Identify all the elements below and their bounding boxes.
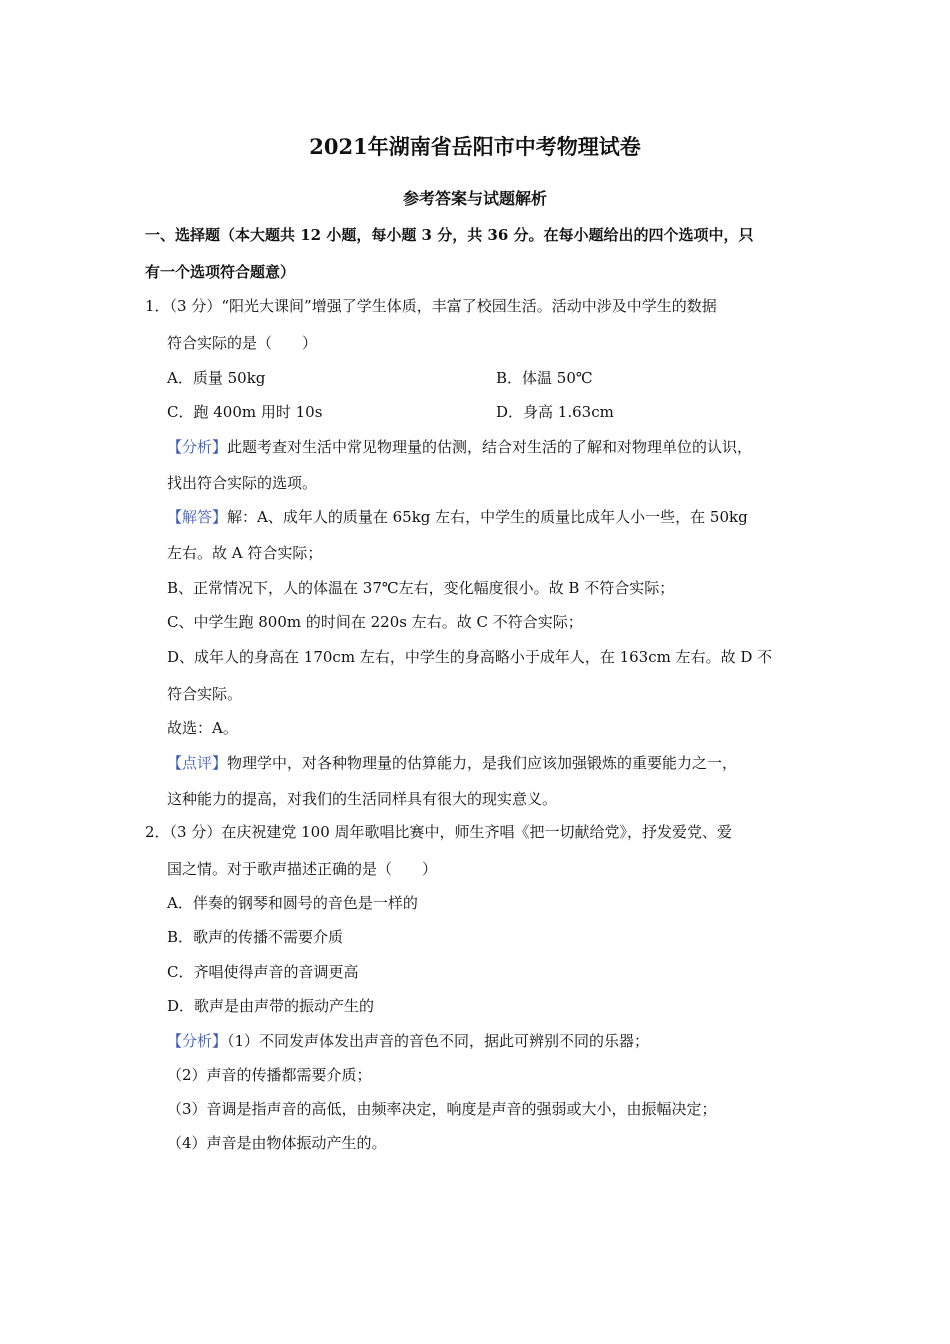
q1-analysis-text: 此题考查对生活中常见物理量的估测，结合对生活的了解和对物理单位的认识， <box>227 438 753 456</box>
q1-answer-line5: D、成年人的身高在 170cm 左右，中学生的身高略小于成年人，在 163cm 左右。故 D 不 <box>167 648 773 666</box>
q1-stem-line1: 1．（3 分）“阳光大课间”增强了学生体质，丰富了校园生活。活动中涉及中学生的数据 <box>145 297 717 315</box>
q1-comment-tag: 【点评】 <box>167 754 228 772</box>
q2-option-b: B．歌声的传播不需要介质 <box>167 928 344 946</box>
q1-answer-text: 解：A、成年人的质量在 65kg 左右，中学生的质量比成年人小一些，在 50kg <box>227 508 748 526</box>
q1-option-c: C．跑 400m 用时 10s <box>167 403 323 421</box>
q1-answer-tag: 【解答】 <box>167 508 228 526</box>
document-subtitle: 参考答案与试题解析 <box>402 189 547 208</box>
q1-option-b: B．体温 50℃ <box>496 369 593 387</box>
q1-answer-line4: C、中学生跑 800m 的时间在 220s 左右。故 C 不符合实际； <box>167 613 583 631</box>
q1-option-d: D．身高 1.63cm <box>496 403 614 421</box>
q1-analysis-tag: 【分析】 <box>167 438 228 456</box>
q2-stem-line2: 国之情。对于歌声描述正确的是（ ） <box>167 860 438 878</box>
q2-option-a: A．伴奏的钢琴和圆号的音色是一样的 <box>167 894 418 912</box>
q1-analysis-line2: 找出符合实际的选项。 <box>167 474 318 492</box>
q1-stem-line2: 符合实际的是（ ） <box>167 334 318 352</box>
q1-answer-line3: B、正常情况下，人的体温在 37℃左右，变化幅度很小。故 B 不符合实际； <box>167 579 675 597</box>
q1-option-a: A．质量 50kg <box>167 369 266 387</box>
q1-comment-text: 物理学中，对各种物理量的估算能力，是我们应该加强锻炼的重要能力之一， <box>227 754 738 772</box>
q2-analysis-line2: （2）声音的传播都需要介质； <box>167 1066 372 1084</box>
q2-analysis-line4: （4）声音是由物体振动产生的。 <box>167 1134 387 1152</box>
q1-answer-line6: 符合实际。 <box>167 685 243 703</box>
q1-answer-line2: 左右。故 A 符合实际； <box>167 544 323 562</box>
q2-analysis-tag: 【分析】 <box>167 1032 228 1050</box>
section-heading-line2: 有一个选项符合题意） <box>145 263 296 281</box>
q2-analysis-text: （1）不同发声体发出声音的音色不同，据此可辨别不同的乐器； <box>227 1032 650 1050</box>
q1-comment-line2: 这种能力的提高，对我们的生活同样具有很大的现实意义。 <box>167 790 558 808</box>
q1-analysis-line1 <box>167 435 752 459</box>
section-heading-line1: 一、选择题（本大题共 12 小题，每小题 3 分，共 36 分。在每小题给出的四个选项中，只 <box>145 226 754 244</box>
q2-analysis-line1 <box>167 1029 649 1053</box>
q2-analysis-line3: （3）音调是指声音的高低，由频率决定，响度是声音的强弱或大小，由振幅决定； <box>167 1100 717 1118</box>
q1-comment-line1 <box>167 751 737 775</box>
q1-choice: 故选：A。 <box>167 719 238 737</box>
q2-option-c: C．齐唱使得声音的音调更高 <box>167 963 359 981</box>
q2-stem-line1: 2．（3 分）在庆祝建党 100 周年歌唱比赛中，师生齐唱《把一切献给党》，抒发爱党、爱 <box>145 823 733 841</box>
q1-answer-line1 <box>167 505 748 529</box>
q2-option-d: D．歌声是由声带的振动产生的 <box>167 997 375 1015</box>
document-title: 2021年湖南省岳阳市中考物理试卷 <box>309 134 641 159</box>
